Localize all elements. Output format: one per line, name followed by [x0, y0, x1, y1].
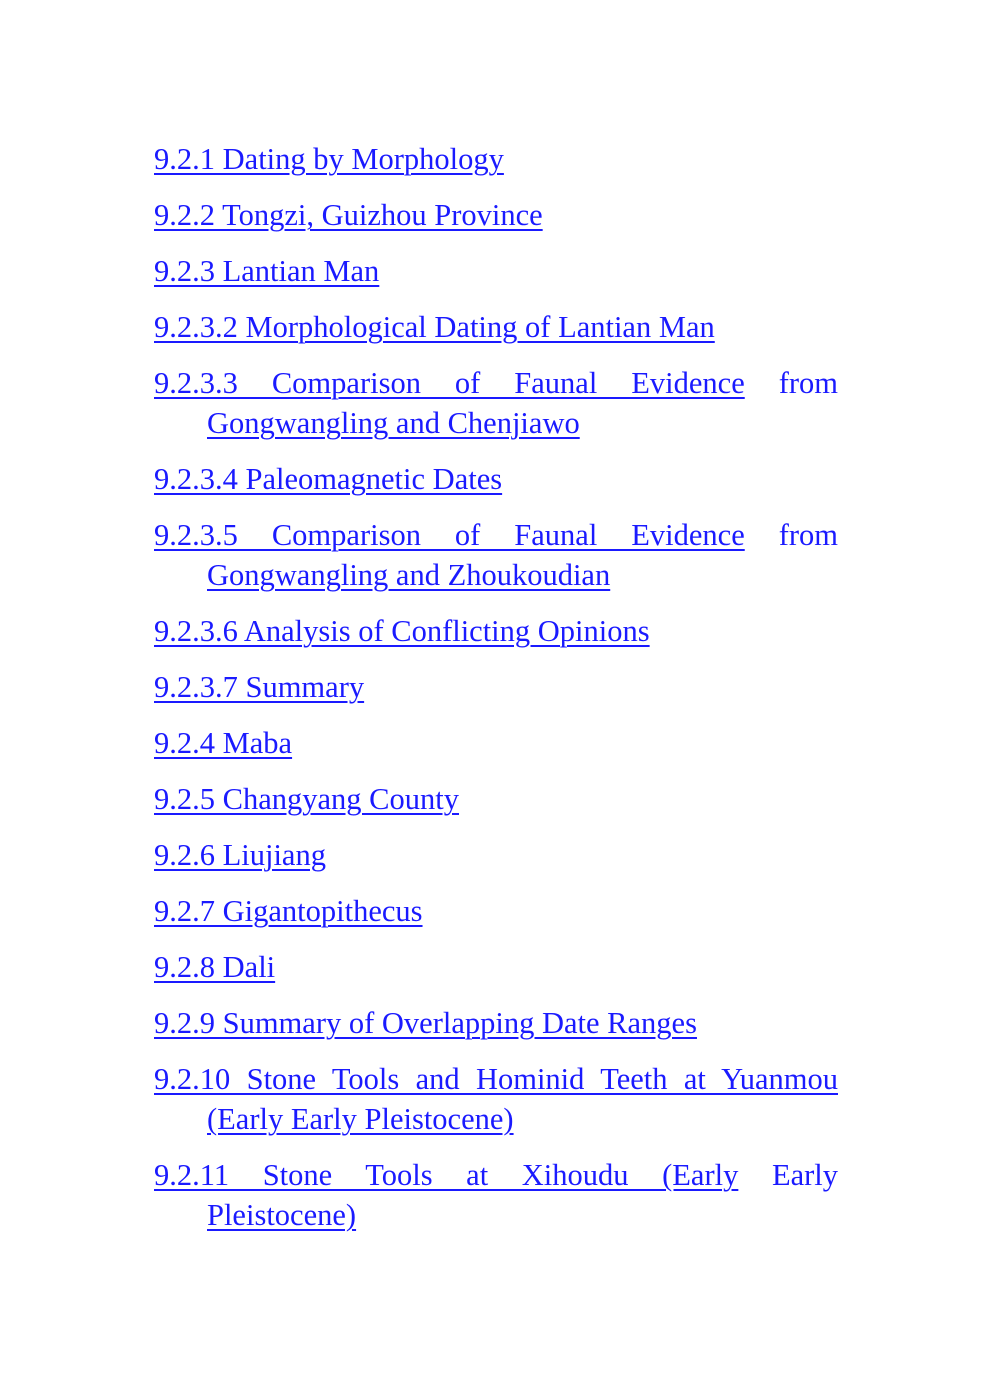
- toc-link-9-2-9[interactable]: 9.2.9 Summary of Overlapping Date Ranges: [154, 1006, 697, 1040]
- toc-link-9-2-3-6[interactable]: 9.2.3.6 Analysis of Conflicting Opinions: [154, 614, 650, 648]
- toc-entry: [154, 515, 838, 595]
- toc-link-text-plain: Early: [771, 1158, 839, 1192]
- toc-link-text-continued: Gongwangling and Chenjiawo: [207, 406, 580, 440]
- toc-entry: [154, 891, 838, 931]
- toc-link-9-2-8[interactable]: 9.2.8 Dali: [154, 950, 276, 984]
- toc-link-9-2-3-4[interactable]: 9.2.3.4 Paleomagnetic Dates: [154, 462, 503, 496]
- toc-entry: [154, 947, 838, 987]
- toc-link-9-2-3-2[interactable]: 9.2.3.2 Morphological Dating of Lantian Man: [154, 310, 715, 344]
- toc-link-9-2-3-7[interactable]: 9.2.3.7 Summary: [154, 670, 365, 704]
- toc-entry: [154, 363, 838, 443]
- toc-link-text-plain: from: [778, 366, 838, 400]
- toc-entry: [154, 835, 838, 875]
- toc-link-text-plain: from: [778, 518, 838, 552]
- toc-entry: [154, 1155, 838, 1235]
- toc-link-9-2-5[interactable]: 9.2.5 Changyang County: [154, 782, 459, 816]
- table-of-contents: [154, 139, 838, 1251]
- toc-entry: [154, 139, 838, 179]
- toc-entry: [154, 1003, 838, 1043]
- toc-link-text: 9.2.3.3 Comparison of Faunal Evidence: [154, 366, 745, 400]
- toc-entry: [154, 459, 838, 499]
- toc-link-9-2-2[interactable]: 9.2.2 Tongzi, Guizhou Province: [154, 198, 543, 232]
- toc-link-9-2-4[interactable]: 9.2.4 Maba: [154, 726, 293, 760]
- toc-link-9-2-3-3[interactable]: [154, 366, 838, 440]
- toc-link-9-2-1[interactable]: 9.2.1 Dating by Morphology: [154, 142, 504, 176]
- toc-link-text-continued: Gongwangling and Zhoukoudian: [207, 558, 611, 592]
- toc-link-text: 9.2.3.5 Comparison of Faunal Evidence: [154, 518, 745, 552]
- toc-link-9-2-3-5[interactable]: [154, 518, 838, 592]
- toc-link-text: 9.2.11 Stone Tools at Xihoudu (Early: [154, 1158, 739, 1192]
- toc-link-9-2-6[interactable]: 9.2.6 Liujiang: [154, 838, 326, 872]
- toc-entry: [154, 667, 838, 707]
- toc-entry: [154, 723, 838, 763]
- toc-entry: [154, 307, 838, 347]
- toc-link-9-2-7[interactable]: 9.2.7 Gigantopithecus: [154, 894, 423, 928]
- toc-entry: [154, 251, 838, 291]
- toc-entry: [154, 1059, 838, 1139]
- toc-link-9-2-11[interactable]: [154, 1158, 838, 1232]
- toc-entry: [154, 195, 838, 235]
- toc-link-9-2-3[interactable]: 9.2.3 Lantian Man: [154, 254, 380, 288]
- toc-entry: [154, 611, 838, 651]
- toc-link-text-continued: Pleistocene): [207, 1198, 357, 1232]
- toc-link-9-2-10[interactable]: 9.2.10 Stone Tools and Hominid Teeth at Yuanmou (Early Early Pleistocene): [154, 1062, 838, 1136]
- toc-entry: [154, 779, 838, 819]
